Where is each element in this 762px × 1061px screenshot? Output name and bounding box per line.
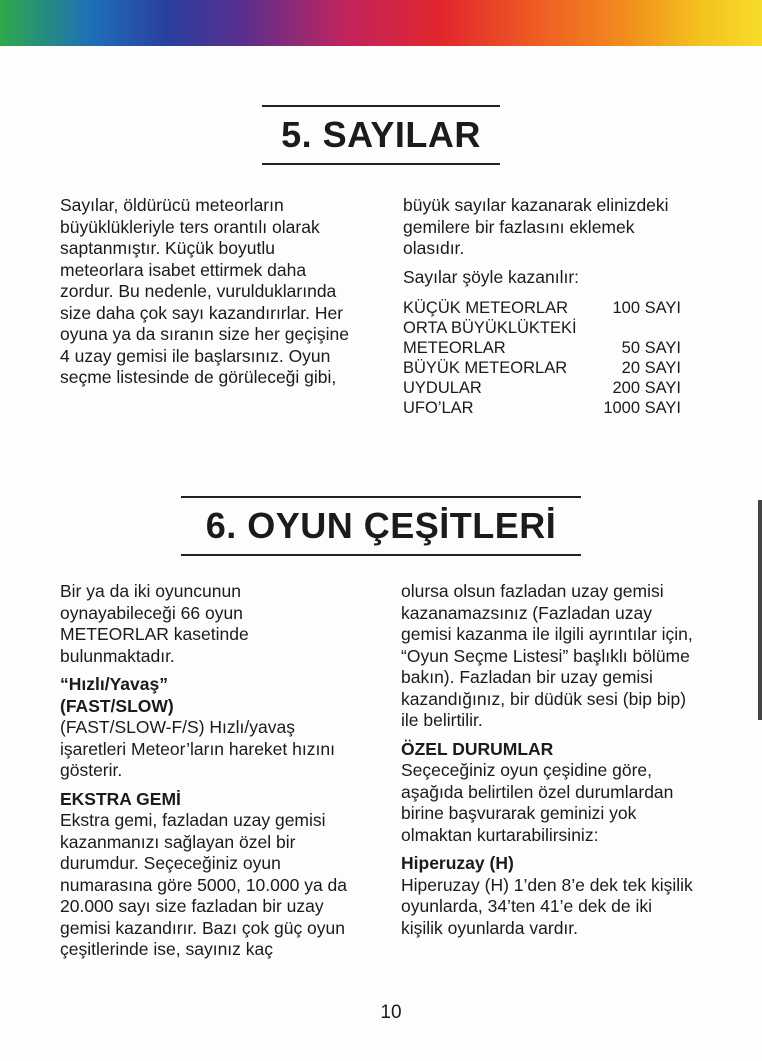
score-table — [403, 298, 681, 418]
hyperspace-text: Hiperuzay (H) 1’den 8’e dek tek kişilik oyunlarda, 34’ten 41’e dek de iki kişilik oyunlarda vardır. — [401, 874, 693, 938]
score-label: METEORLAR — [403, 339, 506, 357]
section-6-title: 6. OYUN ÇEŞİTLERİ — [181, 496, 581, 556]
score-points: 100 SAYI — [612, 299, 681, 317]
score-label: KÜÇÜK METEORLAR — [403, 299, 569, 317]
score-points: 20 SAYI — [621, 359, 681, 377]
score-label: BÜYÜK METEORLAR — [403, 359, 568, 377]
score-points: 200 SAYI — [612, 379, 681, 397]
section-5-title: 5. SAYILAR — [262, 105, 500, 165]
section-5-column-2 — [403, 195, 683, 418]
score-row — [403, 298, 681, 318]
score-label: UFO’LAR — [403, 399, 474, 417]
page-number: 10 — [380, 1002, 402, 1023]
score-points: 1000 SAYI — [603, 399, 681, 417]
extra-ship-text: Ekstra gemi, fazladan uzay gemisi kazanmanızı sağlayan özel bir durumdur. Seçeceğiniz oyun numarasına göre 5000, 10.000 ya da 20.000 sayı size fazladan bir uzay gemisi kazandırır. Bazı çok güç oyun çeşitlerinde ise, sayınız kaç — [60, 810, 348, 959]
rainbow-header-band — [0, 0, 762, 46]
score-row — [403, 378, 681, 398]
fast-slow-subheading: (FAST/SLOW) — [60, 695, 174, 716]
section-5-column-1 — [60, 195, 350, 396]
extra-ship-heading: EKSTRA GEMİ — [60, 788, 181, 809]
score-label: ORTA BÜYÜKLÜKTEKİ — [403, 319, 577, 337]
section-6-column-1 — [60, 581, 350, 968]
score-points — [595, 318, 681, 338]
section-5-text-2: büyük sayılar kazanarak elinizdeki gemilere bir fazlasını eklemek olasıdır. — [403, 195, 669, 258]
section-5-text-1: Sayılar, öldürücü meteorların büyüklükleriyle ters orantılı olarak saptanmıştır. Küçük boyutlu meteorlara isabet ettirmek daha zordur. Bu nedenle, vurulduklarında size daha çok sayı kazandırırlar. Her oyuna ya da sıranın size her geçişine 4 uzay gemisi ile başlarsınız. Oyun seçme listesinde de görüleceği gibi, — [60, 195, 349, 387]
score-row — [403, 338, 681, 358]
score-row — [403, 318, 681, 338]
page-edge-mark — [758, 500, 762, 720]
score-lead: Sayılar şöyle kazanılır: — [403, 266, 580, 287]
section-6-intro: Bir ya da iki oyuncunun oynayabileceği 66 oyun METEORLAR kasetinde bulunmaktadır. — [60, 581, 249, 666]
section-6-column-2 — [401, 581, 693, 946]
score-row — [403, 358, 681, 378]
fast-slow-text: (FAST/SLOW-F/S) Hızlı/yavaş işaretleri Meteor’ların hareket hızını gösterir. — [60, 717, 335, 780]
special-cases-text: Seçeceğiniz oyun çeşidine göre, aşağıda belirtilen özel durumlardan birine başvurarak geminizi yok olmaktan kurtarabilirsiniz: — [401, 760, 674, 845]
fast-slow-heading: “Hızlı/Yavaş” — [60, 674, 168, 694]
score-label: UYDULAR — [403, 379, 482, 397]
special-cases-heading: ÖZEL DURUMLAR — [401, 738, 554, 759]
score-points: 50 SAYI — [621, 339, 681, 357]
hyperspace-heading: Hiperuzay (H) — [401, 853, 514, 873]
score-row — [403, 398, 681, 418]
extra-ship-text-cont: olursa olsun fazladan uzay gemisi kazanamazsınız (Fazladan uzay gemisi kazanma ile ilgili ayrıntılar için, “Oyun Seçme Listesi” başlıklı bölüme bakın). Fazladan bir uzay gemisi kazandığınız, bir düdük sesi (bip bip) ile belirtilir. — [401, 581, 693, 730]
